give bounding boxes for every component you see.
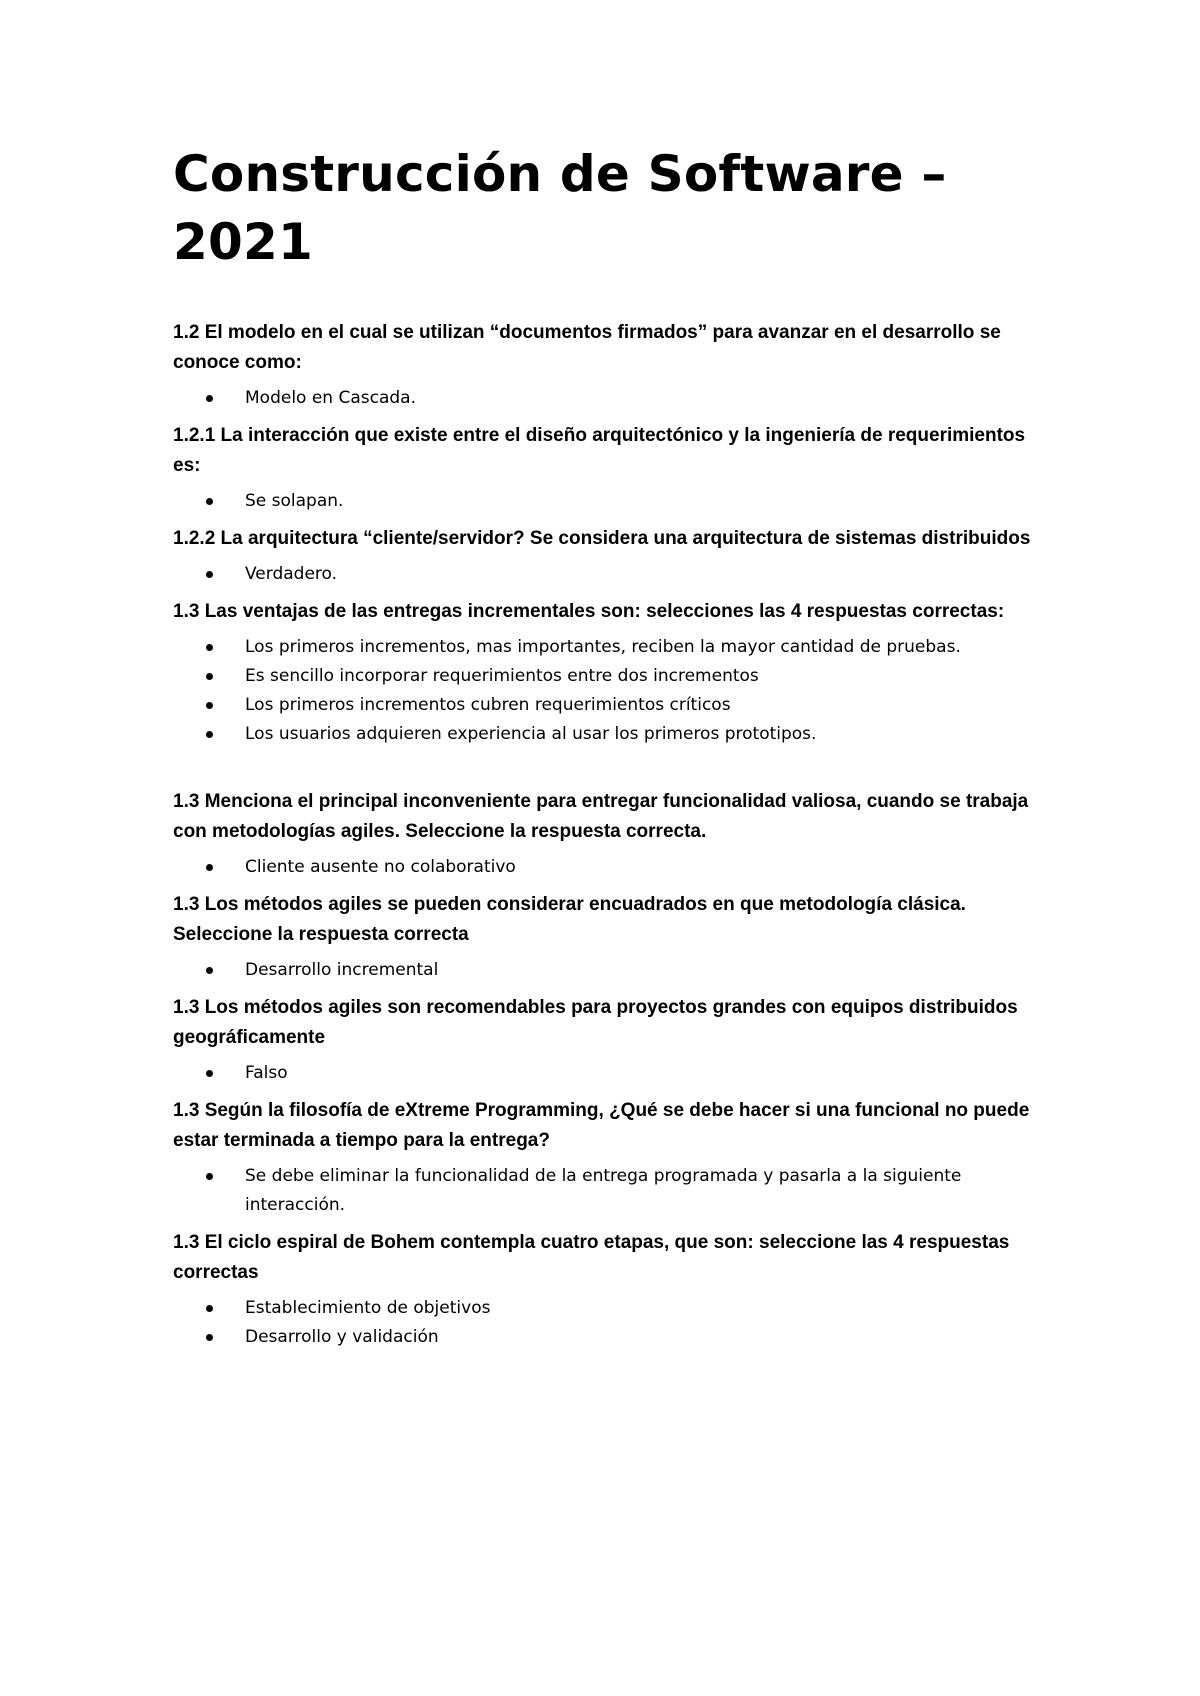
bullet-icon: [206, 395, 213, 402]
title-line-2: 2021: [173, 213, 313, 271]
answer-list: [173, 560, 1033, 589]
answer-list: [173, 853, 1033, 882]
answer-text: Desarrollo incremental: [245, 960, 439, 980]
question-1-3-metodologia-clasica: 1.3 Los métodos agiles se pueden considerar encuadrados en que metodología clásica. Seleccione la respuesta correcta: [173, 894, 966, 945]
answer-list: [173, 956, 1033, 985]
bullet-icon: [206, 498, 213, 505]
bullet-icon: [206, 644, 213, 651]
question-1-2-2: 1.2.2 La arquitectura “cliente/servidor? Se considera una arquitectura de sistemas distribuidos: [173, 528, 1031, 549]
answer-text: Modelo en Cascada.: [245, 388, 417, 408]
answer-text: Cliente ausente no colaborativo: [245, 857, 516, 877]
answer-list: [173, 1059, 1033, 1088]
list-item: [173, 853, 1033, 882]
title-line-1: Construcción de Software –: [173, 145, 947, 203]
bullet-icon: [206, 1070, 213, 1077]
list-item: [173, 720, 1033, 749]
list-item: [173, 633, 1033, 662]
question-1-3-proyectos-grandes: 1.3 Los métodos agiles son recomendables para proyectos grandes con equipos distribuidos geográficamente: [173, 997, 1018, 1048]
answer-list: [173, 633, 1033, 749]
answer-text: Los usuarios adquieren experiencia al usar los primeros prototipos.: [245, 724, 817, 744]
bullet-icon: [206, 571, 213, 578]
list-item: [173, 1162, 1033, 1220]
answer-text: Establecimiento de objetivos: [245, 1298, 491, 1318]
list-item: [173, 1323, 1033, 1352]
answer-text: Se debe eliminar la funcionalidad de la entrega programada y pasarla a la siguiente interacción.: [245, 1166, 962, 1215]
question-1-2-1: 1.2.1 La interacción que existe entre el diseño arquitectónico y la ingeniería de requerimientos es:: [173, 425, 1026, 476]
answer-list: [173, 1162, 1033, 1220]
list-item: [173, 1059, 1033, 1088]
bullet-icon: [206, 731, 213, 738]
answer-text: Falso: [245, 1063, 288, 1083]
empty-paragraph: [173, 757, 1033, 787]
question-1-3-extreme-programming: 1.3 Según la filosofía de eXtreme Programming, ¿Qué se debe hacer si una funcional no puede estar terminada a tiempo para la entrega?: [173, 1100, 1030, 1151]
list-item: [173, 487, 1033, 516]
question-1-3-inconveniente: 1.3 Menciona el principal inconveniente para entregar funcionalidad valiosa, cuando se trabaja con metodologías agiles. Seleccione la respuesta correcta.: [173, 791, 1029, 842]
answer-text: Desarrollo y validación: [245, 1327, 439, 1347]
answer-text: Los primeros incrementos cubren requerimientos críticos: [245, 695, 731, 715]
bullet-icon: [206, 1305, 213, 1312]
bullet-icon: [206, 1173, 213, 1180]
answer-text: Los primeros incrementos, mas importantes, reciben la mayor cantidad de pruebas.: [245, 637, 961, 657]
list-item: [173, 560, 1033, 589]
answer-list: [173, 487, 1033, 516]
bullet-icon: [206, 1334, 213, 1341]
answer-list: [173, 1294, 1033, 1352]
answer-list: [173, 384, 1033, 413]
document-page: [173, 140, 1033, 1360]
list-item: [173, 384, 1033, 413]
page-title: [173, 140, 1033, 276]
question-1-3-ciclo-espiral: 1.3 El ciclo espiral de Bohem contempla cuatro etapas, que son: seleccione las 4 respuestas correctas: [173, 1232, 1010, 1283]
bullet-icon: [206, 673, 213, 680]
list-item: [173, 1294, 1033, 1323]
question-1-2: 1.2 El modelo en el cual se utilizan “documentos firmados” para avanzar en el desarrollo se conoce como:: [173, 322, 1001, 373]
list-item: [173, 662, 1033, 691]
bullet-icon: [206, 967, 213, 974]
list-item: [173, 956, 1033, 985]
bullet-icon: [206, 702, 213, 709]
question-1-3-ventajas: 1.3 Las ventajas de las entregas incrementales son: selecciones las 4 respuestas correctas:: [173, 601, 1005, 622]
list-item: [173, 691, 1033, 720]
answer-text: Verdadero.: [245, 564, 338, 584]
bullet-icon: [206, 864, 213, 871]
answer-text: Es sencillo incorporar requerimientos entre dos incrementos: [245, 666, 759, 686]
answer-text: Se solapan.: [245, 491, 344, 511]
